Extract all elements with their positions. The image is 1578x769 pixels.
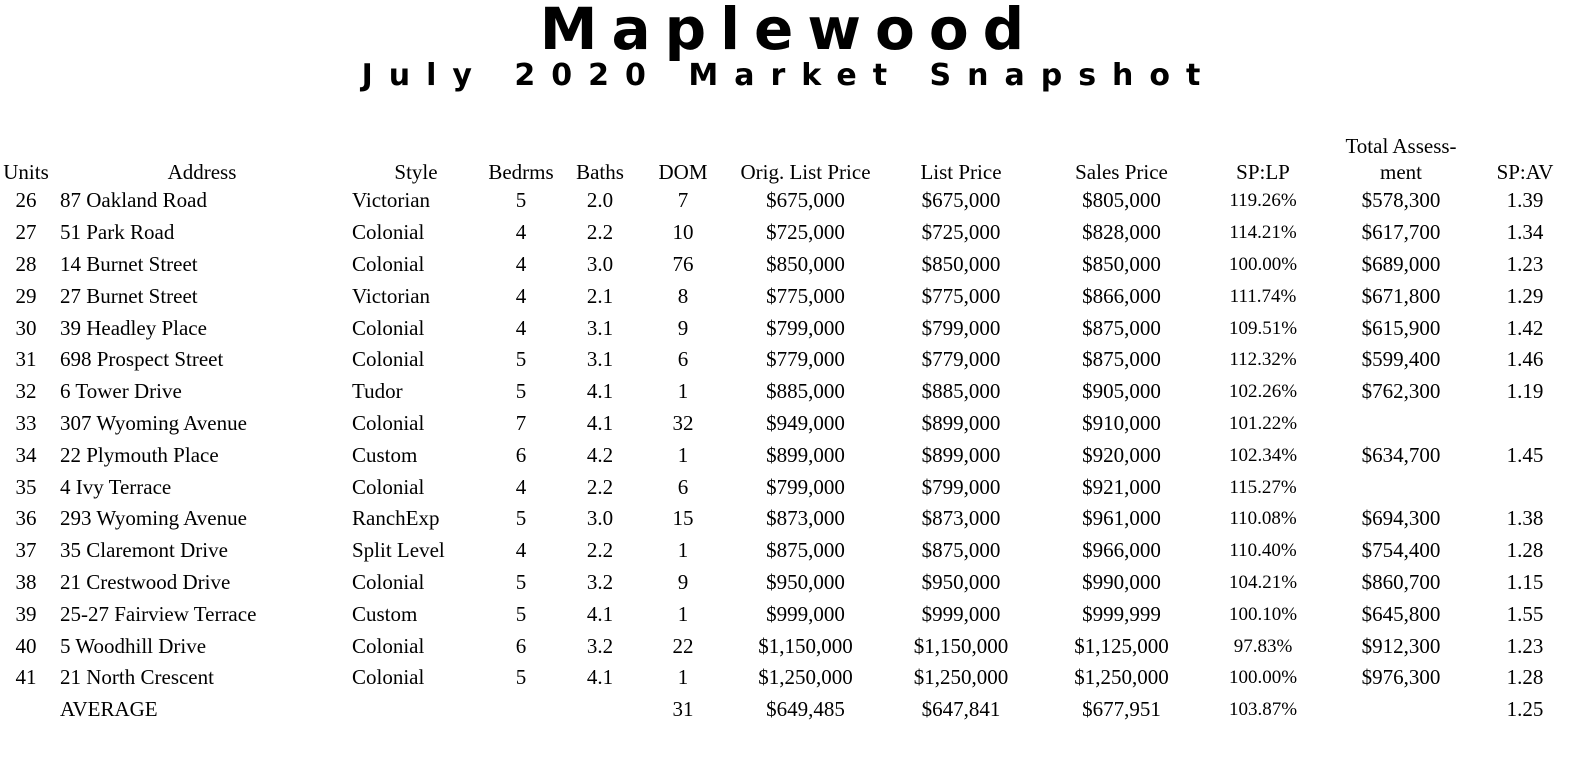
table-row: [0, 280, 1570, 312]
cell-bedrms: 5: [515, 379, 527, 404]
cell-total-assessment: $578,300: [1361, 188, 1441, 213]
cell-sp-lp: 104.21%: [1228, 571, 1298, 593]
cell-address: 25-27 Fairview Terrace: [60, 601, 257, 626]
cell-bedrms: 4: [515, 474, 527, 499]
cell-orig-list-price: $1,250,000: [758, 665, 853, 690]
cell-orig-list-price: $799,000: [766, 315, 845, 340]
cell-address: 39 Headley Place: [60, 315, 207, 340]
table-row: [0, 185, 1570, 217]
cell-dom: 6: [677, 347, 689, 372]
cell-bedrms: 6: [515, 442, 527, 467]
cell-address: 22 Plymouth Place: [60, 442, 219, 467]
cell-list-price: $899,000: [921, 442, 1001, 467]
cell-list-price: $779,000: [921, 347, 1001, 372]
cell-orig-list-price: $779,000: [766, 347, 845, 372]
header-baths: Baths: [576, 160, 624, 184]
cell-sp-av: 1.34: [1506, 220, 1544, 245]
cell-orig-list-price: $950,000: [766, 569, 845, 594]
cell-orig-list-price: $999,000: [766, 601, 845, 626]
cell-total-assessment: $617,700: [1361, 220, 1441, 245]
cell-dom: 1: [677, 538, 689, 563]
average-sp-lp: 103.87%: [1228, 699, 1298, 721]
cell-list-price: $899,000: [921, 410, 1001, 435]
cell-units: 38: [15, 569, 37, 594]
cell-units: 31: [15, 347, 37, 372]
cell-sp-av: 1.42: [1506, 315, 1544, 340]
cell-bedrms: 4: [515, 220, 527, 245]
header-sp-av: SP:AV: [1496, 160, 1554, 184]
table-row: [0, 567, 1570, 599]
cell-list-price: $725,000: [921, 220, 1001, 245]
cell-list-price: $875,000: [921, 538, 1001, 563]
cell-total-assessment: $671,800: [1361, 283, 1441, 308]
cell-address: 21 Crestwood Drive: [60, 569, 231, 594]
cell-sp-av: 1.55: [1506, 601, 1544, 626]
cell-sp-lp: 110.08%: [1229, 508, 1297, 530]
cell-orig-list-price: $725,000: [766, 220, 845, 245]
table-row: [0, 662, 1570, 694]
cell-sp-av: [1480, 408, 1570, 440]
table-row: [0, 598, 1570, 630]
cell-list-price: $799,000: [921, 315, 1001, 340]
cell-units: 35: [15, 474, 37, 499]
cell-dom: 6: [677, 474, 689, 499]
cell-sales-price: $1,250,000: [1074, 665, 1169, 690]
cell-sp-lp: 109.51%: [1228, 317, 1298, 339]
cell-style: Colonial: [352, 315, 425, 340]
cell-total-assessment: $762,300: [1361, 379, 1441, 404]
cell-address: 14 Burnet Street: [60, 251, 198, 276]
cell-address: 21 North Crescent: [60, 665, 214, 690]
cell-dom: 9: [677, 569, 689, 594]
cell-units: 37: [15, 538, 37, 563]
cell-sp-av: 1.19: [1506, 379, 1544, 404]
cell-sp-lp: 102.34%: [1228, 444, 1298, 466]
cell-bedrms: 5: [515, 665, 527, 690]
cell-style: Colonial: [352, 251, 425, 276]
cell-style: Colonial: [352, 220, 425, 245]
cell-orig-list-price: $850,000: [766, 251, 845, 276]
cell-total-assessment: $689,000: [1361, 251, 1441, 276]
cell-sp-av: 1.28: [1506, 538, 1544, 563]
cell-bedrms: 6: [515, 633, 527, 658]
cell-style: Colonial: [352, 633, 425, 658]
cell-sp-av: 1.29: [1506, 283, 1544, 308]
cell-baths: 2.0: [586, 188, 614, 213]
cell-sales-price: $866,000: [1082, 283, 1161, 308]
cell-dom: 1: [677, 665, 689, 690]
cell-orig-list-price: $799,000: [766, 474, 845, 499]
cell-sales-price: $805,000: [1082, 188, 1161, 213]
header-bedrms: Bedrms: [488, 160, 554, 184]
cell-sp-lp: 102.26%: [1228, 381, 1298, 403]
cell-address: 307 Wyoming Avenue: [60, 410, 247, 435]
cell-baths: 3.0: [586, 251, 614, 276]
cell-baths: 3.1: [586, 347, 614, 372]
table-row: [0, 376, 1570, 408]
cell-style: Victorian: [352, 188, 431, 213]
table-row: [0, 535, 1570, 567]
cell-sales-price: $850,000: [1082, 251, 1161, 276]
cell-dom: 76: [672, 251, 694, 276]
cell-dom: 1: [677, 601, 689, 626]
cell-units: 40: [15, 633, 37, 658]
cell-total-assessment: $694,300: [1361, 506, 1441, 531]
header-units: Units: [3, 160, 49, 184]
table-row: [0, 471, 1570, 503]
cell-sales-price: $1,125,000: [1074, 633, 1169, 658]
average-orig-list-price: $649,485: [766, 697, 845, 722]
cell-sp-av: [1480, 471, 1570, 503]
header-style: Style: [394, 160, 438, 184]
cell-sp-lp: 97.83%: [1233, 635, 1293, 657]
cell-total-assessment: $634,700: [1361, 442, 1441, 467]
cell-address: 293 Wyoming Avenue: [60, 506, 247, 531]
cell-list-price: $799,000: [921, 474, 1001, 499]
table-row: [0, 249, 1570, 281]
cell-list-price: $950,000: [921, 569, 1001, 594]
cell-sp-av: 1.15: [1506, 569, 1544, 594]
cell-orig-list-price: $775,000: [766, 283, 845, 308]
cell-style: RanchExp: [352, 506, 440, 531]
cell-address: 51 Park Road: [60, 220, 175, 245]
cell-baths: 2.2: [586, 220, 614, 245]
cell-sp-lp: 100.00%: [1228, 667, 1298, 689]
cell-style: Colonial: [352, 665, 425, 690]
cell-address: 35 Claremont Drive: [60, 538, 228, 563]
cell-bedrms: 5: [515, 188, 527, 213]
header-sp-lp: SP:LP: [1236, 160, 1290, 184]
cell-units: 34: [15, 442, 37, 467]
cell-total-assessment: $599,400: [1361, 347, 1441, 372]
cell-sp-av: 1.46: [1506, 347, 1544, 372]
cell-units: 28: [15, 251, 37, 276]
cell-address: 698 Prospect Street: [60, 347, 224, 372]
cell-total-assessment: $754,400: [1361, 538, 1441, 563]
cell-baths: 4.2: [586, 442, 614, 467]
cell-list-price: $999,000: [921, 601, 1001, 626]
cell-list-price: $675,000: [921, 188, 1001, 213]
cell-total-assessment: [1322, 471, 1480, 503]
cell-sales-price: $910,000: [1082, 410, 1161, 435]
cell-style: Custom: [352, 601, 418, 626]
cell-style: Colonial: [352, 410, 425, 435]
average-sp-av: 1.25: [1506, 697, 1544, 722]
cell-orig-list-price: $1,150,000: [758, 633, 853, 658]
cell-total-assessment: $860,700: [1361, 569, 1441, 594]
cell-dom: 22: [672, 633, 694, 658]
average-label: AVERAGE: [60, 697, 158, 722]
cell-baths: 3.0: [586, 506, 614, 531]
cell-bedrms: 5: [515, 347, 527, 372]
cell-list-price: $885,000: [921, 379, 1001, 404]
cell-sales-price: $920,000: [1082, 442, 1161, 467]
cell-sp-lp: 100.10%: [1228, 603, 1298, 625]
cell-sp-av: 1.28: [1506, 665, 1544, 690]
cell-bedrms: 5: [515, 506, 527, 531]
average-list-price: $647,841: [921, 697, 1001, 722]
cell-orig-list-price: $675,000: [766, 188, 845, 213]
cell-sales-price: $961,000: [1082, 506, 1161, 531]
cell-address: 87 Oakland Road: [60, 188, 207, 213]
cell-orig-list-price: $885,000: [766, 379, 845, 404]
average-row: [0, 694, 1570, 726]
cell-bedrms: 4: [515, 315, 527, 340]
cell-sp-av: 1.38: [1506, 506, 1544, 531]
average-bedrms-empty: [480, 694, 562, 726]
cell-dom: 10: [672, 220, 694, 245]
cell-dom: 15: [672, 506, 694, 531]
cell-dom: 7: [677, 188, 689, 213]
cell-baths: 3.2: [586, 569, 614, 594]
page-subtitle: July 2020 Market Snapshot: [361, 58, 1217, 93]
cell-orig-list-price: $873,000: [766, 506, 845, 531]
cell-style: Custom: [352, 442, 418, 467]
cell-style: Tudor: [352, 379, 403, 404]
cell-sales-price: $990,000: [1082, 569, 1161, 594]
header-total-assessment: Total Assess- ment: [1345, 134, 1457, 184]
cell-dom: 1: [677, 379, 689, 404]
cell-baths: 2.2: [586, 474, 614, 499]
cell-sales-price: $875,000: [1082, 347, 1161, 372]
cell-total-assessment: $976,300: [1361, 665, 1441, 690]
table-row: [0, 439, 1570, 471]
header-list-price: List Price: [920, 160, 1002, 184]
header-dom: DOM: [658, 160, 708, 184]
cell-style: Victorian: [352, 283, 431, 308]
cell-dom: 8: [677, 283, 689, 308]
cell-bedrms: 5: [515, 601, 527, 626]
cell-sales-price: $921,000: [1082, 474, 1161, 499]
cell-list-price: $850,000: [921, 251, 1001, 276]
cell-list-price: $1,250,000: [913, 665, 1009, 690]
table-row: [0, 503, 1570, 535]
cell-baths: 4.1: [586, 665, 614, 690]
cell-sp-av: 1.45: [1506, 442, 1544, 467]
cell-dom: 9: [677, 315, 689, 340]
cell-address: 27 Burnet Street: [60, 283, 198, 308]
cell-dom: 32: [672, 410, 694, 435]
cell-total-assessment: [1322, 408, 1480, 440]
cell-sp-lp: 111.74%: [1229, 285, 1297, 307]
cell-units: 36: [15, 506, 37, 531]
header-sales-price: Sales Price: [1075, 160, 1168, 184]
cell-sp-av: 1.23: [1506, 251, 1544, 276]
cell-sales-price: $875,000: [1082, 315, 1161, 340]
cell-style: Colonial: [352, 474, 425, 499]
average-style-empty: [352, 694, 480, 726]
cell-bedrms: 4: [515, 283, 527, 308]
table-row: [0, 408, 1570, 440]
cell-baths: 4.1: [586, 601, 614, 626]
cell-total-assessment: $645,800: [1361, 601, 1441, 626]
cell-sp-av: 1.39: [1506, 188, 1544, 213]
cell-baths: 3.2: [586, 633, 614, 658]
header-orig-list-price: Orig. List Price: [740, 160, 871, 184]
cell-sales-price: $966,000: [1082, 538, 1161, 563]
cell-address: 4 Ivy Terrace: [60, 474, 172, 499]
cell-address: 5 Woodhill Drive: [60, 633, 207, 658]
cell-units: 30: [15, 315, 37, 340]
average-sales-price: $677,951: [1082, 697, 1161, 722]
cell-bedrms: 4: [515, 251, 527, 276]
cell-units: 27: [15, 220, 37, 245]
header-row: [0, 128, 1570, 185]
cell-address: 6 Tower Drive: [60, 379, 182, 404]
cell-orig-list-price: $875,000: [766, 538, 845, 563]
page-title: Maplewood: [539, 0, 1039, 63]
average-dom: 31: [672, 697, 694, 722]
average-total-assessment-empty: [1322, 694, 1480, 726]
cell-list-price: $873,000: [921, 506, 1001, 531]
cell-sp-lp: 100.00%: [1228, 253, 1298, 275]
cell-sp-lp: 114.21%: [1229, 222, 1297, 244]
cell-sales-price: $828,000: [1082, 220, 1161, 245]
average-baths-empty: [562, 694, 638, 726]
cell-sp-lp: 110.40%: [1229, 540, 1297, 562]
cell-list-price: $775,000: [921, 283, 1001, 308]
cell-units: 39: [15, 601, 37, 626]
cell-bedrms: 5: [515, 569, 527, 594]
cell-sp-av: 1.23: [1506, 633, 1544, 658]
cell-sp-lp: 115.27%: [1229, 476, 1297, 498]
header-address: Address: [167, 160, 237, 184]
cell-sp-lp: 112.32%: [1229, 349, 1297, 371]
table-row: [0, 630, 1570, 662]
cell-total-assessment: $615,900: [1361, 315, 1441, 340]
cell-units: 32: [15, 379, 37, 404]
cell-orig-list-price: $899,000: [766, 442, 845, 467]
cell-baths: 2.1: [586, 283, 614, 308]
table-row: [0, 344, 1570, 376]
table-body: [0, 185, 1570, 726]
cell-units: 33: [15, 410, 37, 435]
table-row: [0, 312, 1570, 344]
cell-baths: 3.1: [586, 315, 614, 340]
average-units-empty: [0, 694, 52, 726]
cell-baths: 4.1: [586, 410, 614, 435]
market-snapshot-table: [0, 128, 1570, 726]
cell-dom: 1: [677, 442, 689, 467]
cell-sales-price: $999,999: [1082, 601, 1161, 626]
cell-style: Split Level: [352, 538, 445, 563]
cell-sp-lp: 101.22%: [1228, 412, 1298, 434]
cell-bedrms: 7: [515, 410, 527, 435]
cell-orig-list-price: $949,000: [766, 410, 845, 435]
cell-units: 29: [15, 283, 37, 308]
cell-baths: 2.2: [586, 538, 614, 563]
cell-units: 41: [15, 665, 37, 690]
cell-list-price: $1,150,000: [913, 633, 1009, 658]
cell-style: Colonial: [352, 569, 425, 594]
table-row: [0, 217, 1570, 249]
cell-style: Colonial: [352, 347, 425, 372]
cell-sp-lp: 119.26%: [1229, 190, 1297, 212]
cell-baths: 4.1: [586, 379, 614, 404]
cell-units: 26: [15, 188, 37, 213]
cell-bedrms: 4: [515, 538, 527, 563]
cell-total-assessment: $912,300: [1361, 633, 1441, 658]
cell-sales-price: $905,000: [1082, 379, 1161, 404]
